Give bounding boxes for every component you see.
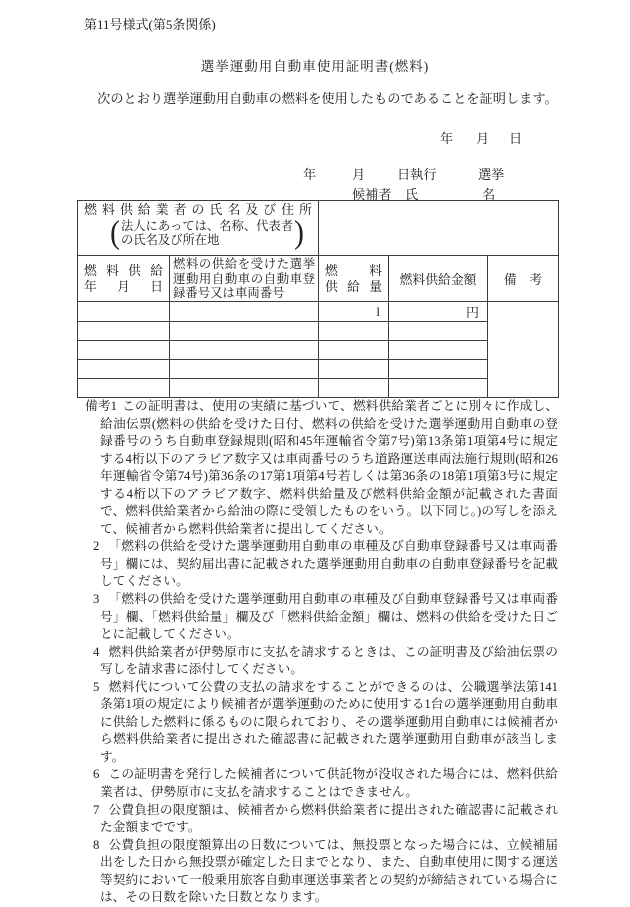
- supplier-note-line2: の氏名及び所在地: [121, 233, 220, 247]
- supplier-corporate-note: [110, 214, 318, 251]
- cert-year-label: 年: [440, 131, 454, 146]
- remark-number: 5: [93, 679, 100, 694]
- candidate-mei-label: 名: [482, 187, 496, 202]
- supply-date-line1: 燃料供給: [84, 263, 163, 278]
- remark-number: 備考1: [85, 399, 118, 413]
- supplier-label-cell: [78, 201, 319, 256]
- table-row: [78, 302, 559, 322]
- supply-date-cell: [78, 322, 170, 341]
- amount-unit-cell: 円: [389, 302, 488, 322]
- supply-date-cell: [78, 341, 170, 360]
- vehicle-number-cell: [170, 302, 319, 322]
- remark-number: 2: [93, 539, 100, 554]
- election-name-label: 選挙: [478, 167, 505, 182]
- supplier-value-cell: [319, 201, 559, 256]
- amount-cell: [389, 379, 488, 398]
- quantity-cell: [319, 322, 389, 341]
- remark-item: [93, 538, 558, 591]
- cert-day-label: 日: [509, 131, 523, 146]
- supply-date-line2: 年月日: [84, 279, 163, 294]
- remark-text: 「燃料の供給を受けた選挙運動用自動車の車種及び自動車登録番号又は車両番号」欄には、契約届出書に記載された選挙運動用自動車の自動車登録番号を記載してください。: [100, 539, 558, 589]
- open-paren: (: [110, 214, 120, 251]
- exec-month-label: 月: [352, 167, 366, 182]
- supplier-label: 燃料供給業者の氏名及び住所: [84, 202, 313, 217]
- remarks-section: [85, 398, 559, 907]
- fuel-certificate-table: [77, 200, 559, 398]
- supply-date-cell: [78, 360, 170, 379]
- remark-item: [93, 679, 558, 767]
- remark-item: [93, 837, 558, 907]
- remark-item: [93, 802, 558, 837]
- fuel-quantity-line2: 供給量: [325, 279, 383, 294]
- remark-item: [85, 398, 559, 538]
- remark-number: 6: [93, 767, 100, 782]
- col-header-fuel-amount: 燃料供給金額: [389, 256, 488, 302]
- vehicle-number-cell: [170, 379, 319, 398]
- vehicle-number-cell: [170, 341, 319, 360]
- table-row: [78, 322, 559, 341]
- col-header-supply-date: [78, 256, 170, 302]
- quantity-cell: [319, 379, 389, 398]
- amount-cell: [389, 360, 488, 379]
- vehicle-number-cell: [170, 322, 319, 341]
- col-header-remarks: 備 考: [488, 256, 559, 302]
- close-paren: ): [294, 214, 305, 251]
- remark-text: 公費負担の限度額は、候補者から燃料供給業者に提出された確認書に記載された金額までです。: [100, 802, 558, 835]
- certification-date-line: [0, 128, 630, 146]
- supplier-row: [78, 201, 559, 256]
- table-row: [78, 360, 559, 379]
- remarks-cell: [488, 302, 559, 398]
- col-header-vehicle-number: [170, 256, 319, 302]
- remark-text: 燃料代について公費の支払の請求をすることができるのは、公職選挙法第141条第1項の規定により候補者が選挙運動のために使用する1台の選挙運動用自動車に供給した燃料に係るものに限られており、その選挙運動用自動車には候補者から燃料供給業者に提出された確認書に記載された選挙運動用自動車が該当します。: [100, 679, 558, 764]
- remark-item: [93, 591, 558, 644]
- cert-month-label: 月: [476, 131, 490, 146]
- quantity-cell: [319, 360, 389, 379]
- quantity-cell: [319, 341, 389, 360]
- amount-cell: [389, 341, 488, 360]
- exec-day-label: 日執行: [397, 167, 437, 182]
- remark-item: [93, 644, 558, 679]
- supplier-corporate-note-text: [120, 219, 294, 247]
- remark-text: 燃料供給業者が伊勢原市に支払を請求するときは、この証明書及び給油伝票の写しを請求書に添付してください。: [100, 644, 558, 677]
- vehicle-header-text: 燃料の供給を受けた選挙運動用自動車の自動車登録番号又は車両番号: [173, 257, 316, 301]
- intro-text: 次のとおり選挙運動用自動車の燃料を使用したものであることを証明します。: [84, 91, 558, 106]
- election-execution-line: [0, 164, 630, 182]
- vehicle-number-cell: [170, 360, 319, 379]
- supply-date-cell: [78, 379, 170, 398]
- remark-text: 「燃料の供給を受けた選挙運動用自動車の車種及び自動車登録番号又は車両番号」欄、「燃料供給量」欄及び「燃料供給金額」欄は、燃料の供給を受けた日ごとに記載してください。: [100, 592, 558, 642]
- table-header-row: [78, 256, 559, 302]
- exec-year-label: 年: [303, 167, 317, 182]
- candidate-shi-label: 氏: [405, 187, 419, 202]
- table-row: [78, 379, 559, 398]
- amount-cell: [389, 322, 488, 341]
- supply-date-cell: [78, 302, 170, 322]
- remark-text: この証明書を発行した候補者について供託物が没収された場合には、燃料供給業者は、伊勢原市に支払を請求することはできません。: [100, 767, 558, 800]
- remark-text: 公費負担の限度額算出の日数については、無投票となった場合には、立候補届出をした日から無投票が確定した日までとなり、また、自動車使用に関する運送等契約において一般乗用旅客自動車運送事業者との契約が締結されている場合には、その日数を除いた日数となります。: [100, 837, 558, 905]
- remark-number: 7: [93, 802, 100, 817]
- remark-item: [93, 766, 558, 801]
- page-title: 選挙運動用自動車使用証明書(燃料): [200, 59, 430, 74]
- remark-number: 4: [93, 644, 100, 659]
- form-number: 第11号様式(第5条関係): [84, 17, 216, 32]
- col-header-fuel-quantity: [319, 256, 389, 302]
- fuel-quantity-line1: 燃料: [325, 263, 383, 278]
- table-row: [78, 341, 559, 360]
- supplier-note-line1: 法人にあっては、名称、代表者: [121, 219, 294, 233]
- remark-text: この証明書は、使用の実績に基づいて、燃料供給業者ごとに別々に作成し、給油伝票(燃料の供給を受けた日付、燃料の供給を受けた選挙運動用自動車の登録番号のうち自動車登録規則(昭和45年運輸省令第7号)第13条第1項第4号に規定する4桁以下のアラビア数字又は車両番号のうち道路運送車両法施行規則(昭和26年運輸省令第74号)第36条の17第1項第4号若しくは第36条の18第1項第3号に規定する4桁以下のアラビア数字、燃料供給量及び燃料供給金額が記載された書面で、燃料供給業者から給油の際に受領したものをいう。以下同じ。)の写しを添えて、候補者から燃料供給業者に提出してください。: [100, 399, 559, 536]
- remark-number: 3: [93, 592, 100, 607]
- quantity-unit-cell: l: [319, 302, 389, 322]
- remark-number: 8: [93, 837, 100, 852]
- candidate-label: 候補者: [352, 187, 392, 202]
